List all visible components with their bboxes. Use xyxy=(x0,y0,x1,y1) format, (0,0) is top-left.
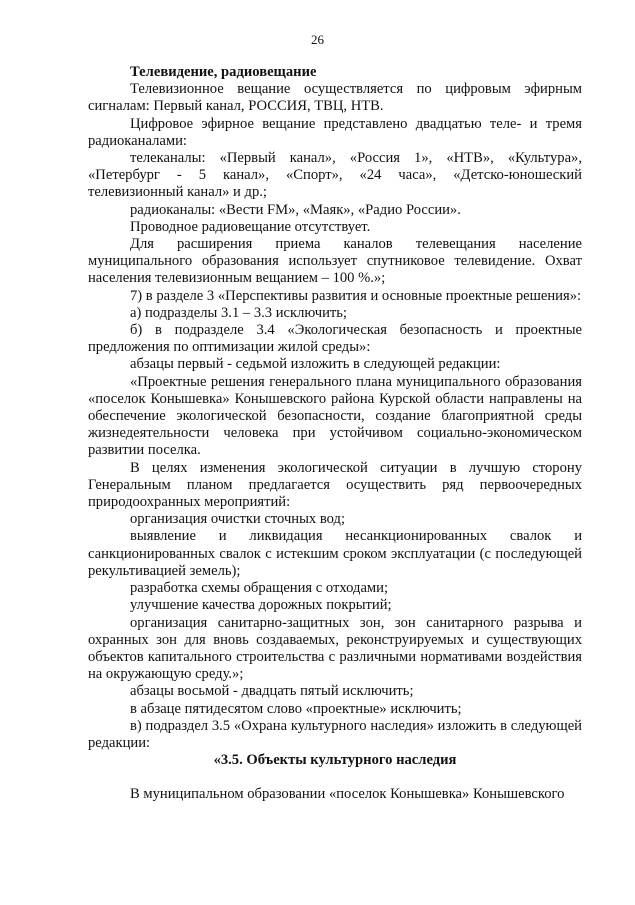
list-item: улучшение качества дорожных покрытий; xyxy=(130,597,392,614)
paragraph: В муниципальном образовании «поселок Конышевка» Конышевского xyxy=(130,786,565,803)
paragraph: Для расширения приема каналов телевещания население муниципального образования использует спутниковое телевидение. Охват населения телевизионным вещанием – 100 %.»; xyxy=(88,236,582,287)
paragraph: Цифровое эфирное вещание представлено двадцатью теле- и тремя радиоканалами: xyxy=(88,115,582,149)
spacer xyxy=(88,769,582,786)
paragraph: В целях изменения экологической ситуации в лучшую сторону Генеральным планом предлагается осуществить ряд первоочередных природоохранных мероприятий: xyxy=(88,459,582,511)
paragraph: «Проектные решения генерального плана муниципального образования «поселок Конышевка» Конышевского района Курской области направлены на обеспечение экологической безопасности, создание благоприятной среды жизнедеятельности человека при устойчивом социально-экономическом развитии поселка. xyxy=(88,373,582,459)
list-item: выявление и ликвидация несанкционированных свалок и санкционированных свалок с истекшим сроком эксплуатации (с последующей рекультивацией земель); xyxy=(88,528,582,579)
list-item: разработка схемы обращения с отходами; xyxy=(130,580,389,597)
paragraph: а) подразделы 3.1 – 3.3 исключить; xyxy=(130,304,347,321)
paragraph: б) в подразделе 3.4 «Экологическая безопасность и проектные предложения по оптимизации жилой среды»: xyxy=(88,322,582,356)
paragraph: телеканалы: «Первый канал», «Россия 1», «НТВ», «Культура», «Петербург - 5 канал», «Спорт», «24 часа», «Детско-юношеский телевизионный канал» и др.; xyxy=(88,150,582,201)
paragraph: абзацы первый - седьмой изложить в следующей редакции: xyxy=(130,356,501,373)
document-body xyxy=(88,64,582,804)
page-number: 26 xyxy=(311,32,324,47)
list-item: организация очистки сточных вод; xyxy=(130,511,346,528)
paragraph: радиоканалы: «Вести FM», «Маяк», «Радио России». xyxy=(130,201,461,218)
paragraph: абзацы восьмой - двадцать пятый исключить; xyxy=(130,683,414,700)
paragraph: Проводное радиовещание отсутствует. xyxy=(130,218,371,235)
paragraph: 7) в разделе 3 «Перспективы развития и основные проектные решения»: xyxy=(130,287,582,304)
section-heading-television: Телевидение, радиовещание xyxy=(130,64,317,80)
list-item: организация санитарно-защитных зон, зон санитарного разрыва и охранных зон для вновь создаваемых, реконструируемых и существующих объектов капитального строительства с различными нормативами воздействия на окружающую среду.»; xyxy=(88,614,582,683)
paragraph: в абзаце пятидесятом слово «проектные» исключить; xyxy=(130,700,462,717)
paragraph: Телевизионное вещание осуществляется по цифровым эфирным сигналам: Первый канал, РОССИЯ, ТВЦ, НТВ. xyxy=(88,81,582,115)
section-heading-cultural-heritage: «3.5. Объекты культурного наследия xyxy=(213,752,457,769)
paragraph: в) подраздел 3.5 «Охрана культурного наследия» изложить в следующей редакции: xyxy=(88,717,582,751)
